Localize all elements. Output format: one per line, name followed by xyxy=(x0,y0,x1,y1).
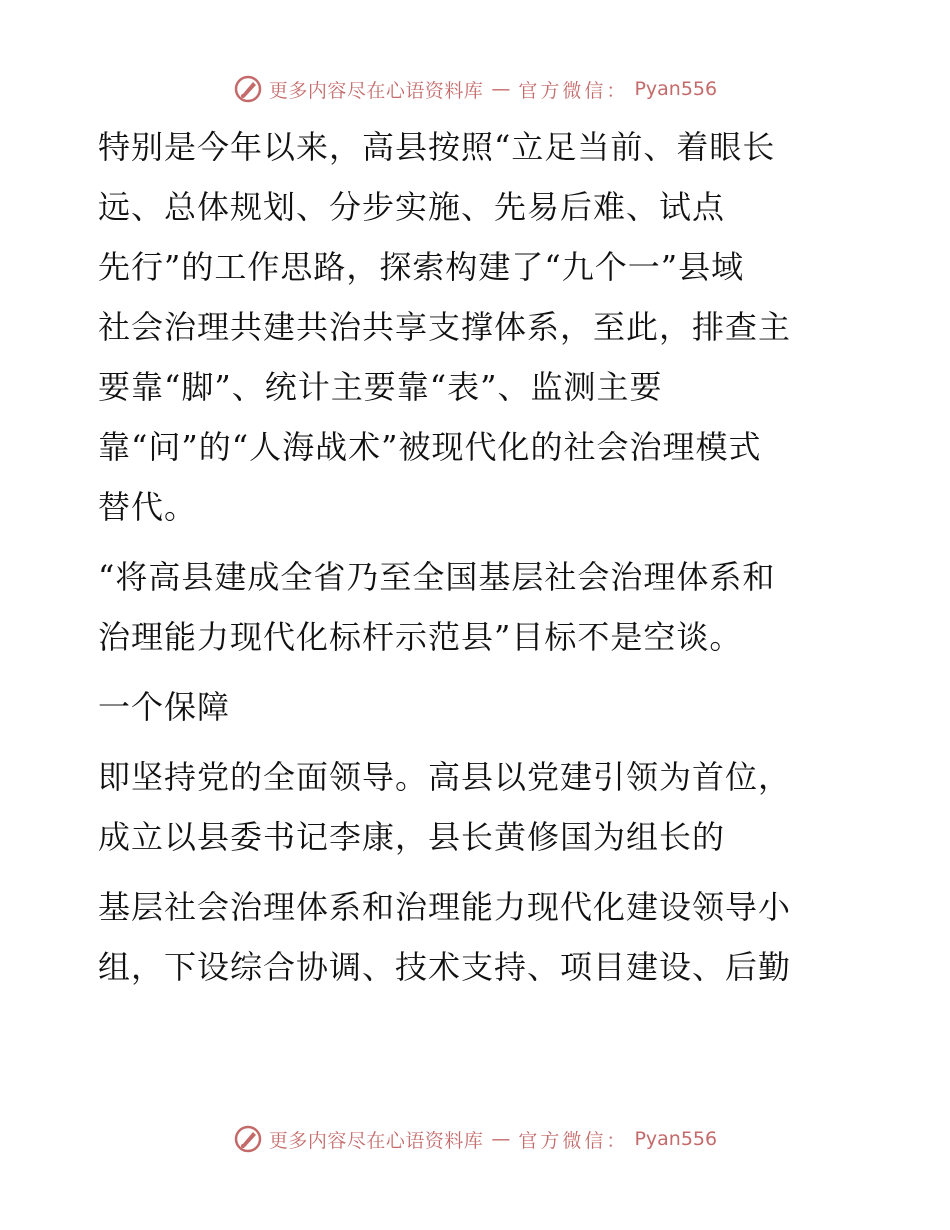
paragraph-1 xyxy=(98,122,858,242)
header-watermark xyxy=(0,74,950,104)
pen-seal-icon xyxy=(233,1124,263,1154)
text-line: “将高县建成全省乃至全国基层社会治理体系和 xyxy=(98,558,776,596)
watermark-dash: — xyxy=(491,78,511,100)
paragraph-2 xyxy=(98,242,858,362)
watermark-wechat-id: Pyan556 xyxy=(634,1128,718,1150)
watermark-wechat-id: Pyan556 xyxy=(634,78,718,100)
text-line: 组，下设综合协调、技术支持、项目建设、后勤 xyxy=(98,948,792,986)
paragraph-gap xyxy=(98,872,858,882)
text-line: 治理能力现代化标杆示范县”目标不是空谈。 xyxy=(98,618,743,656)
footer-watermark xyxy=(0,1124,950,1154)
watermark-label: 官方微信： xyxy=(518,79,629,102)
watermark-dash: — xyxy=(491,1128,511,1150)
text-line: 远、总体规划、分步实施、先易后难、试点 xyxy=(98,188,726,226)
text-line: 靠“问”的“人海战术”被现代化的社会治理模式 xyxy=(98,428,762,466)
text-line: 先行”的工作思路，探索构建了“九个一”县域 xyxy=(98,248,745,286)
paragraph-gap xyxy=(98,672,858,682)
paragraph-6 xyxy=(98,752,858,872)
paragraph-7 xyxy=(98,882,858,1002)
pen-seal-icon xyxy=(233,74,263,104)
watermark-site-name: 更多内容尽在心语资料库 xyxy=(268,79,484,102)
paragraph-3 xyxy=(98,362,858,542)
watermark-site-name: 更多内容尽在心语资料库 xyxy=(268,1129,484,1152)
paragraph-4 xyxy=(98,552,858,672)
text-line: 社会治理共建共治共享支撑体系，至此，排查主 xyxy=(98,308,792,346)
text-line: 即坚持党的全面领导。高县以党建引领为首位， xyxy=(98,758,792,796)
watermark-label: 官方微信： xyxy=(518,1129,629,1152)
text-line: 特别是今年以来，高县按照“立足当前、着眼长 xyxy=(98,128,776,166)
paragraph-5 xyxy=(98,682,858,742)
text-line: 基层社会治理体系和治理能力现代化建设领导小 xyxy=(98,888,792,926)
paragraph-gap xyxy=(98,742,858,752)
text-line: 替代。 xyxy=(98,488,198,526)
text-line: 要靠“脚”、统计主要靠“表”、监测主要 xyxy=(98,368,663,406)
section-heading: 一个保障 xyxy=(98,688,231,726)
text-line: 成立以县委书记李康，县长黄修国为组长的 xyxy=(98,818,726,856)
paragraph-gap xyxy=(98,542,858,552)
document-body xyxy=(98,122,858,1002)
